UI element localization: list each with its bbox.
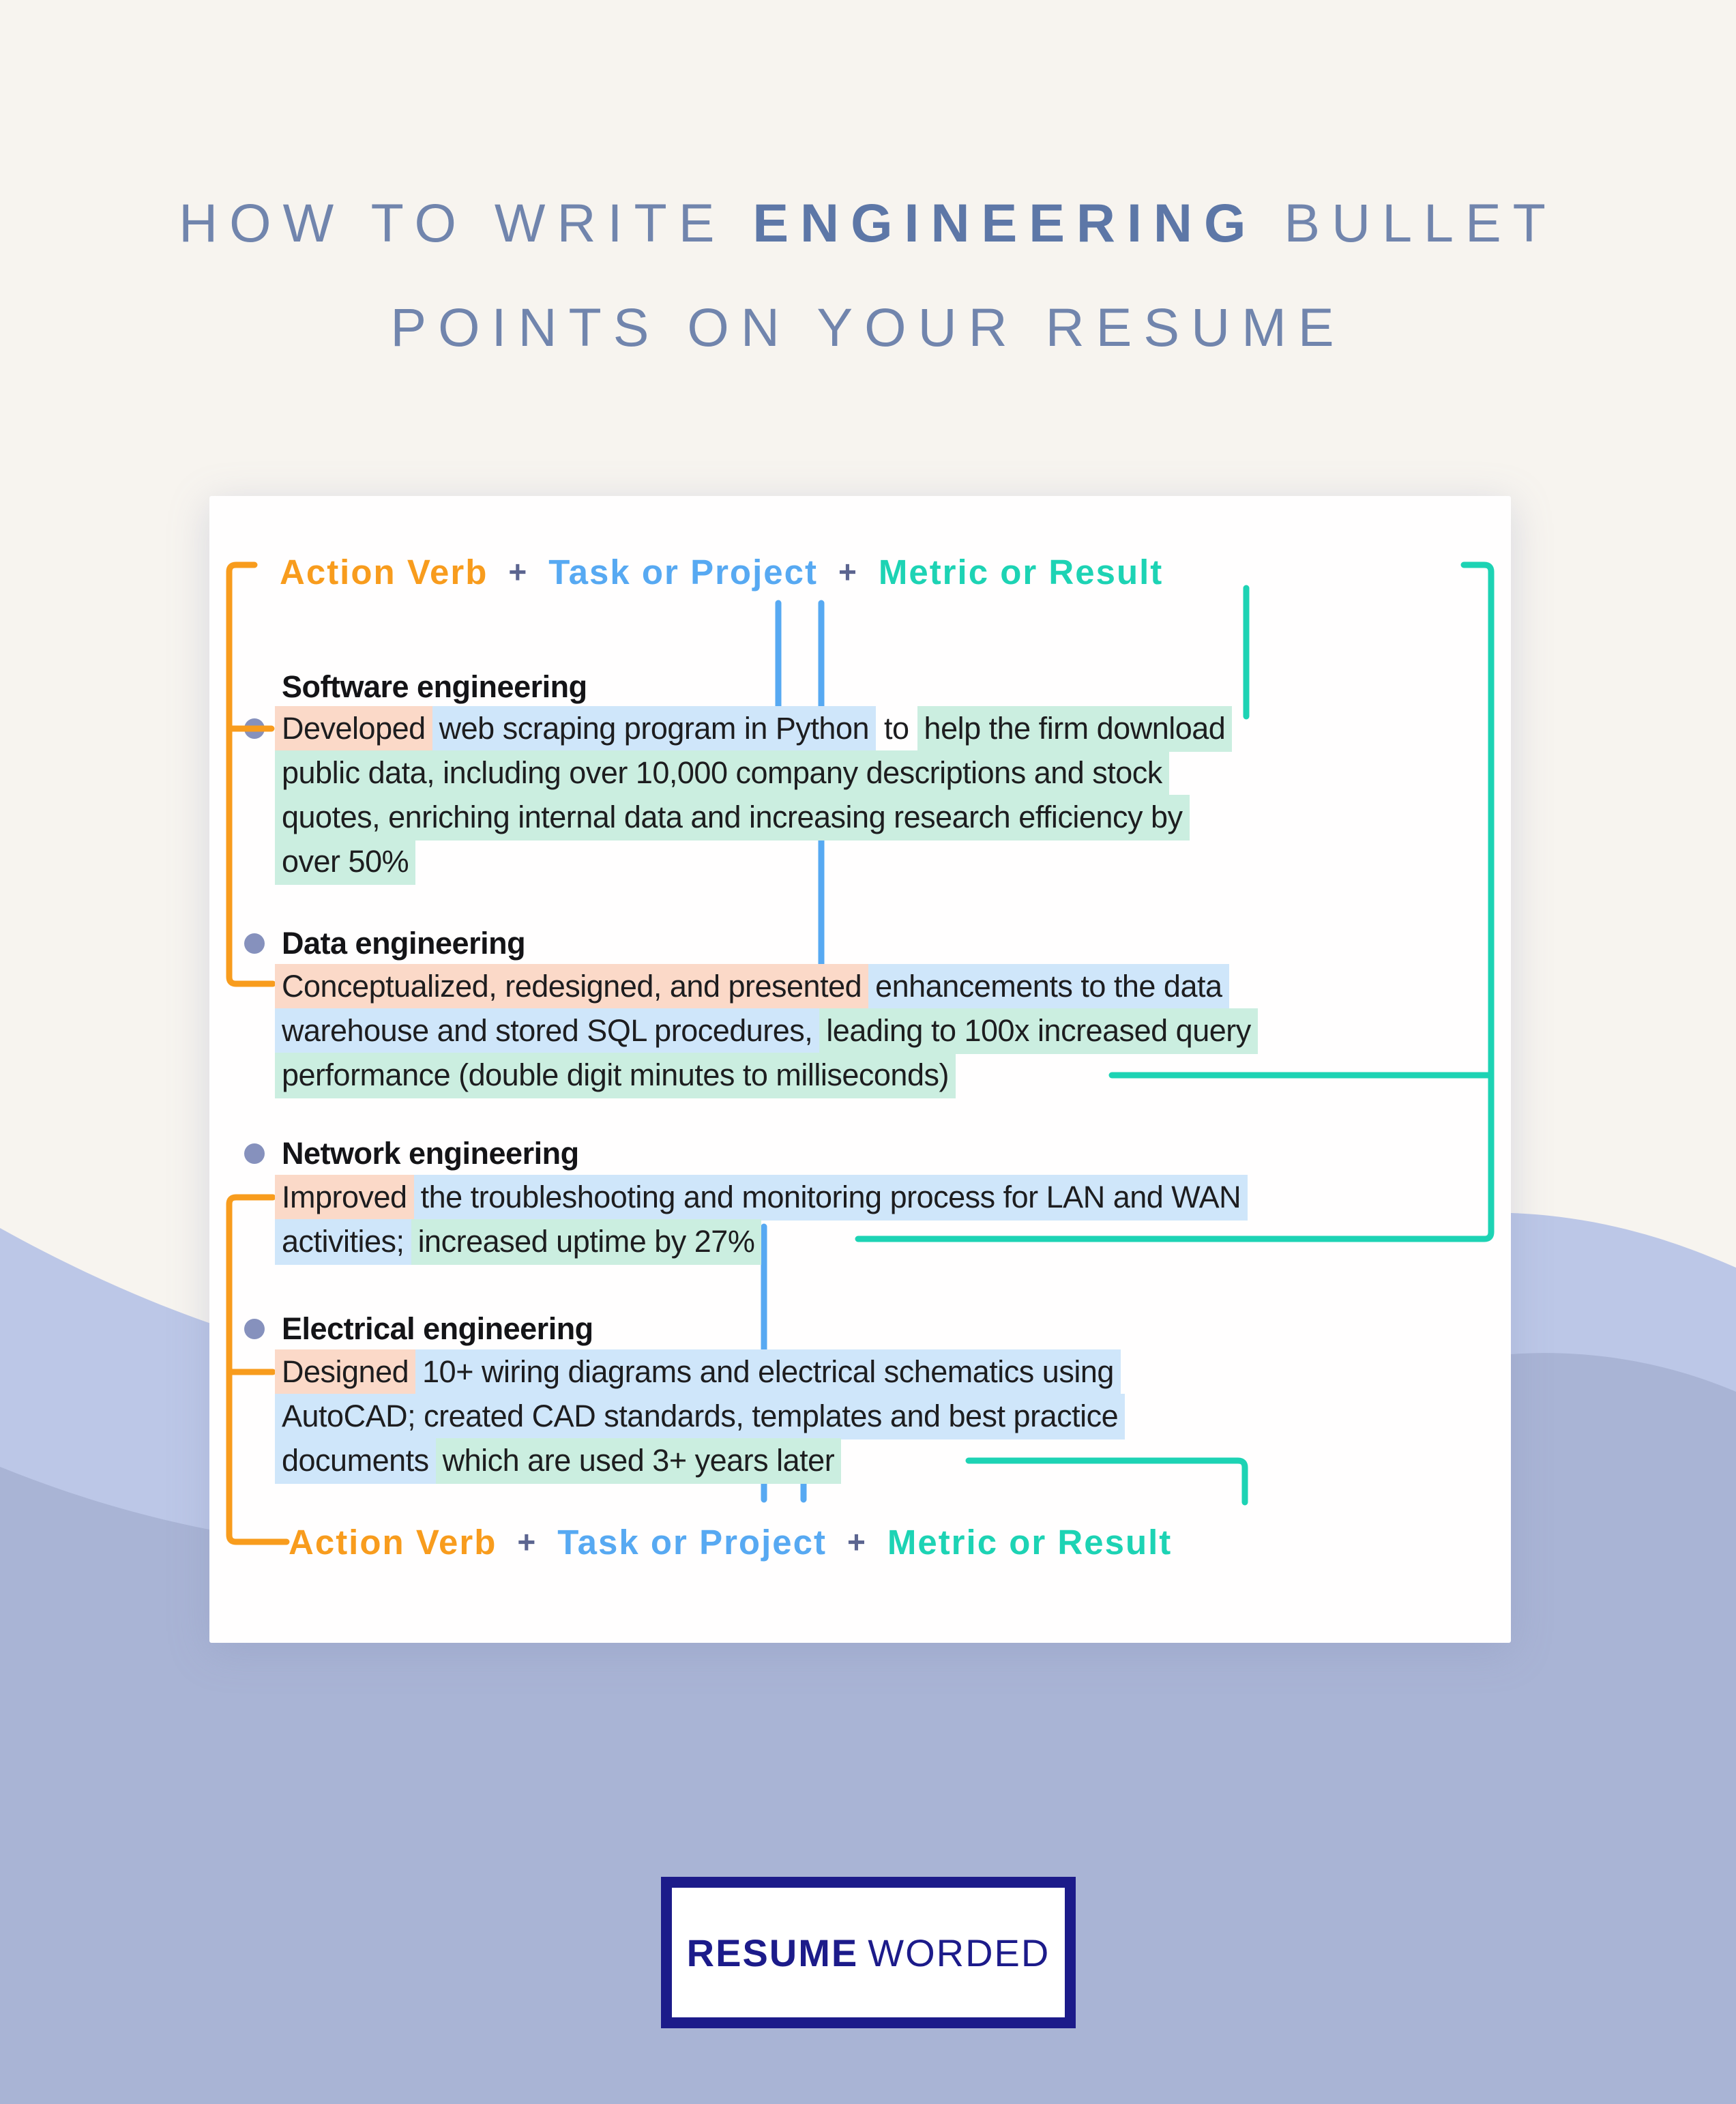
task-highlight: web scraping program in Python <box>432 706 876 752</box>
label-metric-or-result: Metric or Result <box>878 552 1164 591</box>
metric-highlight: leading to 100x increased query <box>819 1008 1257 1054</box>
title-pre: HOW TO WRITE <box>179 192 753 253</box>
title-post: BULLET <box>1257 192 1557 253</box>
metric-highlight: increased uptime by 27% <box>411 1219 762 1265</box>
metric-highlight: quotes, enriching internal data and increasing research efficiency by <box>275 795 1190 841</box>
logo-text-worded: WORDED <box>868 1931 1050 1974</box>
title-bold-engineering: ENGINEERING <box>752 192 1258 253</box>
action-verb-highlight: Improved <box>275 1175 414 1221</box>
metric-highlight: help the firm download <box>917 706 1233 752</box>
label-task-or-project: Task or Project <box>548 552 818 591</box>
section-heading-software: Software engineering <box>282 669 587 704</box>
plus-sign: + <box>508 554 529 589</box>
section-heading-data: Data engineering <box>282 926 526 961</box>
action-verb-highlight: Conceptualized, redesigned, and presented <box>275 964 868 1010</box>
label-metric-or-result: Metric or Result <box>887 1522 1173 1562</box>
formula-row-top <box>280 550 1163 594</box>
action-verb-highlight: Developed <box>275 706 432 752</box>
bullet-line <box>275 706 1232 750</box>
logo-text-resume: RESUME <box>686 1931 859 1974</box>
label-action-verb: Action Verb <box>289 1522 497 1562</box>
plain-text: to <box>876 711 917 746</box>
bullet-line <box>275 1349 1121 1394</box>
metric-highlight: performance (double digit minutes to milliseconds) <box>275 1053 956 1098</box>
bullet-line <box>275 1175 1248 1219</box>
label-task-or-project: Task or Project <box>557 1522 827 1562</box>
bullet-line <box>275 750 1169 795</box>
task-highlight: documents <box>275 1438 436 1484</box>
bullet-line <box>275 1438 841 1482</box>
metric-highlight: public data, including over 10,000 company descriptions and stock <box>275 750 1169 796</box>
section-heading-electrical: Electrical engineering <box>282 1311 593 1346</box>
plus-sign: + <box>517 1524 538 1560</box>
formula-row-bottom <box>289 1520 1172 1564</box>
title-line-2: POINTS ON YOUR RESUME <box>390 297 1346 357</box>
bullet-line <box>275 1394 1125 1438</box>
section-heading-network: Network engineering <box>282 1136 579 1171</box>
task-highlight: enhancements to the data <box>868 964 1229 1010</box>
metric-highlight: over 50% <box>275 839 415 885</box>
action-verb-highlight: Designed <box>275 1349 415 1395</box>
label-action-verb: Action Verb <box>280 552 488 591</box>
bullet-line <box>275 795 1190 839</box>
plus-sign: + <box>847 1524 867 1560</box>
bullet-line <box>275 839 415 883</box>
bullet-line <box>275 1219 761 1263</box>
bullet-line <box>275 1053 956 1097</box>
bullet-line <box>275 1008 1258 1053</box>
task-highlight: activities; <box>275 1219 411 1265</box>
metric-highlight: which are used 3+ years later <box>436 1438 842 1484</box>
task-highlight: the troubleshooting and monitoring process for LAN and WAN <box>414 1175 1248 1221</box>
page-title <box>0 171 1736 379</box>
task-highlight: warehouse and stored SQL procedures, <box>275 1008 819 1054</box>
resume-worded-logo[interactable] <box>661 1877 1076 2028</box>
bullet-line <box>275 964 1229 1008</box>
title-line-1 <box>0 171 1736 275</box>
plus-sign: + <box>838 554 858 589</box>
task-highlight: 10+ wiring diagrams and electrical schematics using <box>415 1349 1121 1395</box>
task-highlight: AutoCAD; created CAD standards, templates and best practice <box>275 1394 1125 1440</box>
